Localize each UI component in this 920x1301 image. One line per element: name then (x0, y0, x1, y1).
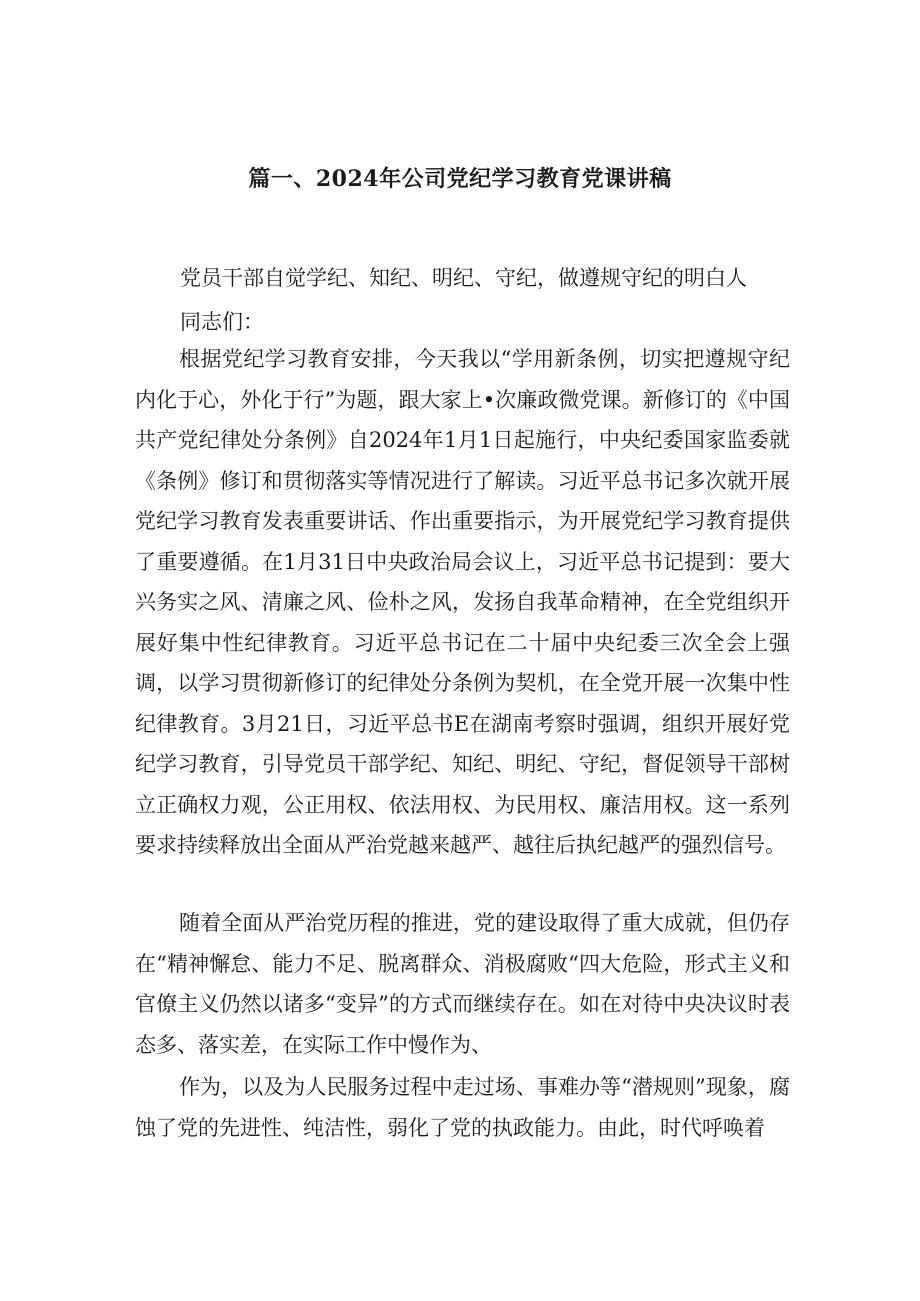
body-paragraph: 随着全面从严治党历程的推进，党的建设取得了重大成就，但仍存在“精神懈怠、能力不足、脱离群众、消极腐败“四大危险，形式主义和官僚主义仍然以诸多“变异”的方式而继续存在。如在对待中央决议时表态多、落实差，在实际工作中慢作为、 (135, 911, 790, 1057)
document-title: 篇一、2024年公司党纪学习教育党课讲稿 (248, 166, 672, 192)
salutation: 同志们： (180, 310, 264, 334)
body-paragraph: 根据党纪学习教育安排，今天我以“学用新条例，切实把遵规守纪内化于心，外化于行”为题，跟大家上•次廉政微党课。新修订的《中国共产党纪律处分条例》自2024年1月1日起施行，中央纪委国家监委就《条例》修订和贯彻落实等情况进行了解读。习近平总书记多次就开展党纪学习教育发表重要讲话、作出重要指示，为开展党纪学习教育提供了重要遵循。在1月31日中央政治局会议上，习近平总书记提到：要大兴务实之风、清廉之风、俭朴之风，发扬自我革命精神，在全党组织开展好集中性纪律教育。习近平总书记在二十届中央纪委三次全会上强调，以学习贯彻新修订的纪律处分条例为契机，在全党开展一次集中性纪律教育。3月21日，习近平总书E在湖南考察时强调，组织开展好党纪学习教育，引导党员干部学纪、知纪、明纪、守纪，督促领导干部树立正确权力观，公正用权、依法用权、为民用权、廉洁用权。这一系列要求持续释放出全面从严治党越来越严、越往后执纪越严的强烈信号。 (135, 347, 790, 857)
body-paragraph: 作为，以及为人民服务过程中走过场、事难办等“潜规则”现象，腐蚀了党的先进性、纯洁性，弱化了党的执政能力。由此，时代呼唤着 (135, 1075, 790, 1140)
document-subtitle: 党员干部自觉学纪、知纪、明纪、守纪，做遵规守纪的明白人 (180, 266, 747, 290)
